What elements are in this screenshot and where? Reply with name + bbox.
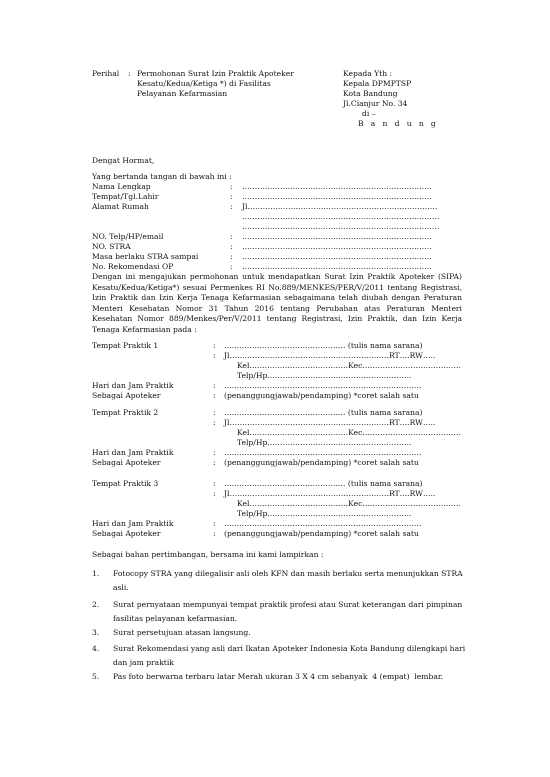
field-colon: : xyxy=(230,252,233,261)
field-value: ………………………………………………………………… xyxy=(242,262,432,271)
field-label: NO. STRA xyxy=(92,242,131,251)
practice-colon: : xyxy=(213,391,216,400)
field-label: Nama Lengkap xyxy=(92,182,151,191)
perihal-label: Perihal xyxy=(92,69,120,78)
practice-hours-label: Hari dan Jam Praktik xyxy=(92,381,174,390)
practice-colon: : xyxy=(213,458,216,467)
practice-address-line: Jl………………………………………………………RT….RW….. xyxy=(224,489,436,498)
field-label: NO. Telp/HP/email xyxy=(92,232,164,241)
field-value: …………………………………………………………………… xyxy=(242,222,440,231)
practice-colon: : xyxy=(213,351,216,360)
practice-role-label: Sebagai Apoteker xyxy=(92,458,161,467)
practice-hours-value: …………………………………………………………………… xyxy=(224,381,422,390)
field-value: ………………………………………………………………… xyxy=(242,232,432,241)
recipient-city: B a n d u n g xyxy=(358,119,439,128)
field-value: Jl………………………………………………………………… xyxy=(242,202,438,211)
practice-colon: : xyxy=(213,529,216,538)
field-label: Masa berlaku STRA sampai xyxy=(92,252,199,261)
attachment-number: 4. xyxy=(92,644,100,653)
practice-colon: : xyxy=(213,418,216,427)
practice-hours-label: Hari dan Jam Praktik xyxy=(92,448,174,457)
practice-colon: : xyxy=(213,489,216,498)
field-value: ………………………………………………………………… xyxy=(242,192,432,201)
field-value: ………………………………………………………………… xyxy=(242,242,432,251)
attachment-text: Pas foto berwarna terbaru latar Merah ukuran 3 X 4 cm sebanyak 4 (empat) lembar. xyxy=(113,672,444,681)
attachment-text-cont: asli. xyxy=(113,583,129,592)
practice-role-label: Sebagai Apoteker xyxy=(92,529,161,538)
field-label: No. Rekomendasi OP xyxy=(92,262,174,271)
perihal-line-1: Permohonan Surat Izin Praktik Apoteker xyxy=(137,69,294,78)
field-value: ………………………………………………………………… xyxy=(242,252,432,261)
practice-kel-line: Kel…………………………………Kec………………………………… xyxy=(237,361,462,370)
practice-colon: : xyxy=(213,479,216,488)
field-colon: : xyxy=(230,262,233,271)
recipient-line-4: Jl.Cianjur No. 34 xyxy=(343,99,408,108)
attachment-number: 1. xyxy=(92,569,100,578)
field-label: Tempat/Tgl.Lahir xyxy=(92,192,159,201)
field-colon: : xyxy=(230,202,233,211)
intro-text: Yang bertanda tangan di bawah ini : xyxy=(92,172,232,181)
field-colon: : xyxy=(230,192,233,201)
practice-role-value: (penanggungjawab/pendamping) *coret salah satu xyxy=(224,529,419,538)
perihal-line-3: Pelayanan Kefarmasian xyxy=(137,89,228,98)
attachment-text-cont: dan jam praktik xyxy=(113,658,174,667)
field-colon: : xyxy=(230,242,233,251)
practice-label: Tempat Praktik 1 xyxy=(92,341,159,350)
practice-colon: : xyxy=(213,448,216,457)
attachment-number: 2. xyxy=(92,600,100,609)
practice-colon: : xyxy=(213,519,216,528)
field-label: Alamat Rumah xyxy=(92,202,149,211)
practice-hours-value: …………………………………………………………………… xyxy=(224,519,422,528)
practice-label: Tempat Praktik 2 xyxy=(92,408,159,417)
perihal-line-2: Kesatu/Kedua/Ketiga *) di Fasilitas xyxy=(137,79,271,88)
field-value: ………………………………………………………………… xyxy=(242,182,432,191)
attachment-number: 3. xyxy=(92,628,100,637)
practice-address-line: Jl………………………………………………………RT….RW….. xyxy=(224,418,436,427)
attachment-number: 5. xyxy=(92,672,100,681)
practice-role-value: (penanggungjawab/pendamping) *coret salah satu xyxy=(224,391,419,400)
practice-colon: : xyxy=(213,408,216,417)
attachment-text: Fotocopy STRA yang dilegalisir asli oleh KFN dan masih berlaku serta menunjukkan STRA xyxy=(113,569,463,578)
practice-name-line: ………………………………………… (tulis nama sarana) xyxy=(224,341,423,350)
practice-role-value: (penanggungjawab/pendamping) *coret salah satu xyxy=(224,458,419,467)
practice-role-label: Sebagai Apoteker xyxy=(92,391,161,400)
request-paragraph: Dengan ini mengajukan permohonan untuk mendapatkan Surat Izin Praktik Apoteker (SIPA) Kesatu/Kedua/Ketiga*) sesuai Permenkes RI No.889/MENKES/PER/V/2011 tentang Registrasi, Izin Praktik dan Izin Kerja Tenaga Kefarmasian sebagaimana telah diubah dengan Peraturan Menteri Kesehatan Nomor 31 Tahun 2016 tentang Perubahan atas Peraturan Menteri Kesehatan Nomor 889/Menkes/Per/V/2011 tentang Registrasi, Izin Praktik, dan Izin Kerja Tenaga Kefarmasian pada : xyxy=(92,272,462,334)
practice-colon: : xyxy=(213,341,216,350)
practice-name-line: ………………………………………… (tulis nama sarana) xyxy=(224,408,423,417)
recipient-line-2: Kepala DPMPTSP xyxy=(343,79,412,88)
attachment-text: Surat persetujuan atasan langsung. xyxy=(113,628,251,637)
field-value: …………………………………………………………………… xyxy=(242,212,440,221)
recipient-line-5: di – xyxy=(362,109,376,118)
practice-hours-value: …………………………………………………………………… xyxy=(224,448,422,457)
practice-phone-line: Telp/Hp………………………………………………… xyxy=(237,371,412,380)
practice-label: Tempat Praktik 3 xyxy=(92,479,159,488)
attachment-text: Surat Rekomendasi yang asli dari Ikatan Apoteker Indonesia Kota Bandung dilengkapi hari xyxy=(113,644,466,653)
practice-kel-line: Kel…………………………………Kec………………………………… xyxy=(237,428,462,437)
perihal-colon: : xyxy=(128,69,131,78)
practice-phone-line: Telp/Hp………………………………………………… xyxy=(237,509,412,518)
practice-name-line: ………………………………………… (tulis nama sarana) xyxy=(224,479,423,488)
attachments-intro: Sebagai bahan pertimbangan, bersama ini kami lampirkan : xyxy=(92,550,324,559)
practice-hours-label: Hari dan Jam Praktik xyxy=(92,519,174,528)
practice-address-line: Jl………………………………………………………RT….RW….. xyxy=(224,351,436,360)
practice-colon: : xyxy=(213,381,216,390)
attachment-text: Surat pernyataan mempunyai tempat praktik profesi atau Surat keterangan dari pimpinan xyxy=(113,600,463,609)
greeting: Dengat Hormat, xyxy=(92,156,155,165)
recipient-line-1: Kepada Yth : xyxy=(343,69,393,78)
recipient-line-3: Kota Bandung xyxy=(343,89,398,98)
field-colon: : xyxy=(230,232,233,241)
practice-kel-line: Kel…………………………………Kec………………………………… xyxy=(237,499,462,508)
practice-phone-line: Telp/Hp………………………………………………… xyxy=(237,438,412,447)
field-colon: : xyxy=(230,182,233,191)
attachment-text-cont: fasilitas pelayanan kefarmasian. xyxy=(113,614,238,623)
